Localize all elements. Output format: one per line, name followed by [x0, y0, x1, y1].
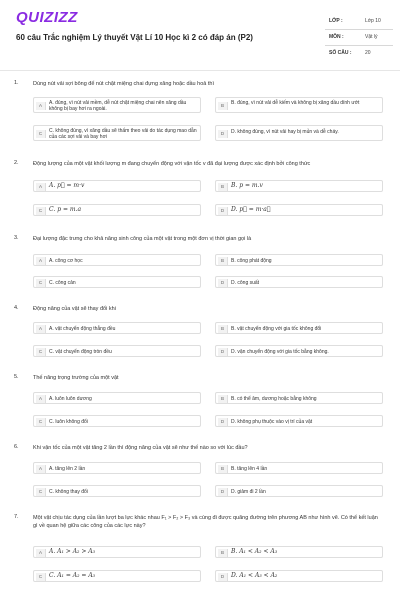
option-letter: B — [218, 257, 228, 265]
option-d[interactable] — [215, 345, 383, 357]
option-letter: B — [218, 325, 228, 333]
option-text: D. không đúng, vì nút vải hay bị mủn và dễ cháy. — [231, 129, 339, 135]
option-a[interactable] — [33, 546, 201, 558]
option-letter: C — [36, 418, 46, 426]
option-letter: A — [36, 325, 46, 333]
option-letter: D — [218, 130, 228, 138]
option-c[interactable] — [33, 345, 201, 357]
question-text: Động lượng của một vật khối lượng m đang chuyển động với vận tốc v đã đại lượng được xác định bởi công thức — [33, 161, 311, 167]
option-letter: A — [36, 465, 46, 473]
option-text: A. luôn luôn dương — [49, 396, 92, 402]
option-letter: D — [218, 488, 228, 496]
option-a[interactable] — [33, 322, 201, 334]
question-number: 3. — [14, 235, 19, 241]
option-d[interactable] — [215, 570, 383, 582]
option-text: B. A₁ < A₂ < A₃ — [231, 548, 278, 555]
option-text: A. tăng lên 2 lần — [49, 466, 86, 472]
option-d[interactable] — [215, 276, 383, 288]
option-letter: A — [36, 183, 46, 191]
option-text: A. công cơ học — [49, 258, 83, 264]
question-number: 2. — [14, 160, 19, 166]
question-text: Dùng nút vải sợi bông để nút chặt miệng chai đựng xăng hoặc dầu hoả thì — [33, 81, 214, 87]
option-b[interactable] — [215, 546, 383, 558]
option-text: D. p⃗ = m·a⃗ — [231, 206, 271, 213]
option-letter: A — [36, 549, 46, 557]
option-d[interactable] — [215, 204, 383, 216]
question-text: Khi vận tốc của một vật tăng 2 lần thì động năng của vật sẽ như thế nào so với lúc đầu? — [33, 445, 248, 451]
page-title: 60 câu Trắc nghiệm Lý thuyết Vật Lí 10 Học kì 2 có đáp án (P2) — [16, 33, 253, 42]
question-number: 5. — [14, 374, 19, 380]
meta-value: 20 — [365, 50, 371, 56]
question-number: 1. — [14, 80, 19, 86]
option-letter: B — [218, 465, 228, 473]
option-c[interactable] — [33, 204, 201, 216]
option-b[interactable] — [215, 462, 383, 474]
meta-table — [325, 14, 393, 61]
option-text: C. vật chuyển động tròn đều — [49, 349, 112, 355]
option-c[interactable] — [33, 125, 201, 141]
option-letter: B — [218, 549, 228, 557]
option-letter: A — [36, 102, 46, 110]
option-text: B. đúng, vì nút vải dễ kiếm và không bị xăng dầu dính ướt — [231, 100, 360, 106]
option-c[interactable] — [33, 485, 201, 497]
option-letter: D — [218, 418, 228, 426]
option-c[interactable] — [33, 415, 201, 427]
option-text: D. không phụ thuộc vào vị trí của vật — [231, 419, 313, 425]
option-text: C. công cản — [49, 280, 76, 286]
option-letter: C — [36, 207, 46, 215]
question-number: 7. — [14, 514, 19, 520]
option-letter: C — [36, 488, 46, 496]
option-letter: D — [218, 207, 228, 215]
option-a[interactable] — [33, 180, 201, 192]
option-text: A. p⃗ = m·v — [49, 182, 85, 189]
option-letter: C — [36, 348, 46, 356]
option-text: B. p = m.v — [231, 182, 263, 189]
meta-label: MÔN : — [329, 34, 344, 40]
option-text: B. có thể âm, dương hoặc bằng không — [231, 396, 317, 402]
meta-row-class — [325, 14, 393, 30]
meta-row-count — [325, 46, 393, 61]
meta-value: Lớp 10 — [365, 18, 381, 24]
option-text: B. vật chuyển động với gia tốc không đổi — [231, 326, 322, 332]
meta-value: Vật lý — [365, 34, 378, 40]
header-divider — [0, 70, 400, 71]
option-letter: B — [218, 395, 228, 403]
option-letter: C — [36, 130, 46, 138]
option-letter: C — [36, 279, 46, 287]
option-text: D. giảm đi 2 lần — [231, 489, 266, 495]
option-c[interactable] — [33, 276, 201, 288]
option-text: C. không thay đổi — [49, 489, 88, 495]
option-text: C. luôn không đổi — [49, 419, 88, 425]
option-b[interactable] — [215, 97, 383, 113]
quizizz-logo: QUIZIZZ — [16, 9, 78, 26]
option-b[interactable] — [215, 254, 383, 266]
option-text: B. tăng lên 4 lần — [231, 466, 268, 472]
option-text: D. A₁ < A₃ < A₂ — [231, 572, 278, 579]
option-letter: D — [218, 279, 228, 287]
option-text: A. đúng, vì nút vải mềm, dễ nút chặt miệng chai nên xăng dầu không bị bay hơi ra ngoài. — [49, 100, 187, 112]
option-text: A. vật chuyển động thẳng đều — [49, 326, 116, 332]
option-text: D. công suất — [231, 280, 260, 286]
option-d[interactable] — [215, 125, 383, 141]
option-b[interactable] — [215, 322, 383, 334]
option-a[interactable] — [33, 462, 201, 474]
option-letter: B — [218, 183, 228, 191]
option-text: C. không đúng, vì xăng dầu sẽ thấm theo vải do tác dụng mao dẫn của các sợi vải và bay hơi — [49, 128, 197, 140]
option-letter: D — [218, 573, 228, 581]
question-number: 4. — [14, 305, 19, 311]
question-number: 6. — [14, 444, 19, 450]
option-a[interactable] — [33, 254, 201, 266]
meta-row-subject — [325, 30, 393, 46]
option-b[interactable] — [215, 180, 383, 192]
option-text: D. vận chuyển động với gia tốc bằng không. — [231, 349, 329, 355]
option-letter: A — [36, 395, 46, 403]
option-a[interactable] — [33, 97, 201, 113]
option-letter: A — [36, 257, 46, 265]
option-letter: C — [36, 573, 46, 581]
meta-label: LỚP : — [329, 18, 343, 24]
option-letter: D — [218, 348, 228, 356]
question-text: Đại lượng đặc trưng cho khả năng sinh công của một vật trong một đơn vị thời gian gọi là — [33, 236, 252, 242]
question-text: Một vật chịu tác dụng của lần lượt ba lực khác nhau F₁ > F₂ > F₃ và cùng đi được quãng đường trên phương AB như hình vẽ. Có thể kết luận gì về quan hệ giữa các công của các lực này? — [33, 515, 378, 529]
option-letter: B — [218, 102, 228, 110]
option-a[interactable] — [33, 392, 201, 404]
option-text: B. công phát động — [231, 258, 272, 264]
option-text: C. A₁ = A₂ = A₃ — [49, 572, 96, 579]
question-text: Động năng của vật sẽ thay đổi khi — [33, 306, 116, 312]
option-c[interactable] — [33, 570, 201, 582]
option-text: A. A₁ > A₂ > A₃ — [49, 548, 96, 555]
meta-label: SỐ CÂU : — [329, 50, 352, 56]
option-d[interactable] — [215, 415, 383, 427]
header — [0, 0, 400, 66]
option-text: C. p = m.a — [49, 206, 82, 213]
option-d[interactable] — [215, 485, 383, 497]
question-text: Thế năng trọng trường của một vật — [33, 375, 119, 381]
option-b[interactable] — [215, 392, 383, 404]
